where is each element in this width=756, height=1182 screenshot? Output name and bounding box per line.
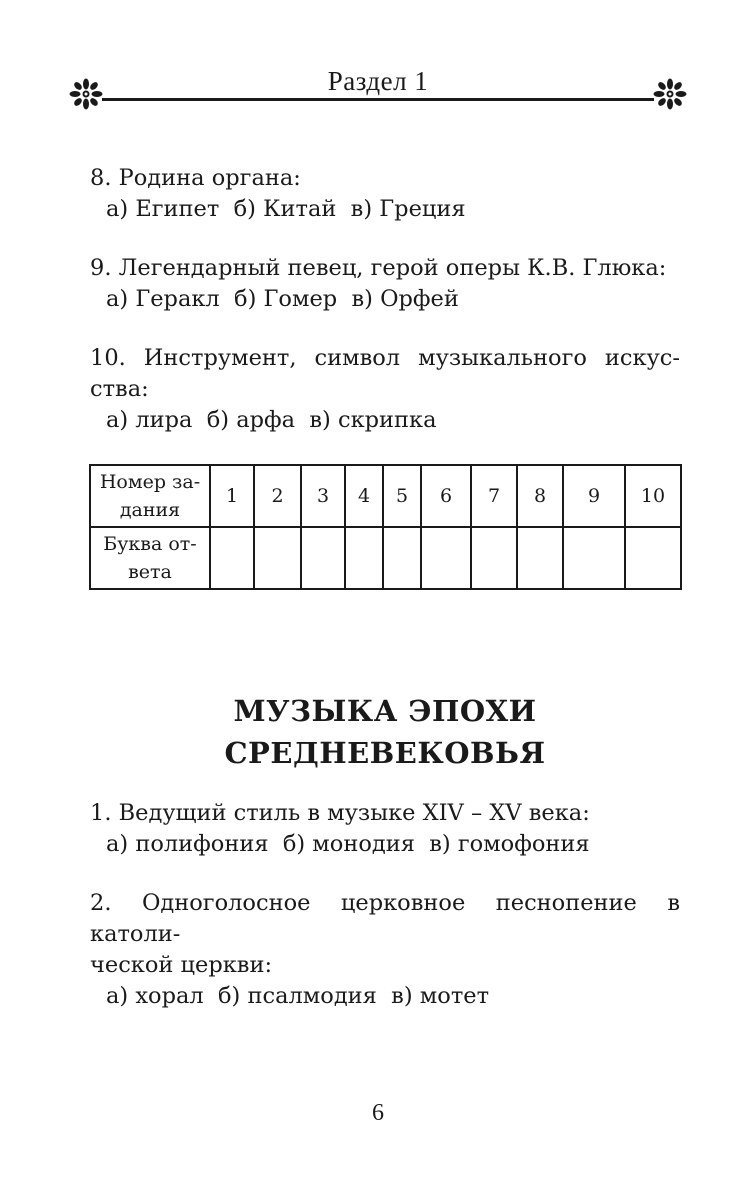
task-number-cell: 10: [625, 465, 681, 527]
question-text: 8. Родина органа:: [90, 165, 301, 191]
answer-options: а) хорал б) псалмодия в) мотет: [106, 983, 490, 1009]
question-text-continued: ческой церкви:: [90, 952, 273, 978]
answer-letter-cell[interactable]: [210, 527, 254, 589]
table-row: [90, 527, 681, 589]
question-10: [90, 343, 680, 436]
task-number-cell: 3: [301, 465, 345, 527]
question-2: [90, 888, 680, 1012]
answer-letter-cell[interactable]: [345, 527, 383, 589]
table-row: [90, 465, 681, 527]
answer-grid-table: [89, 464, 682, 590]
task-number-cell: 1: [210, 465, 254, 527]
task-number-cell: 8: [517, 465, 563, 527]
question-9: [90, 253, 680, 315]
section-title: [90, 690, 680, 774]
answer-letter-cell[interactable]: [421, 527, 471, 589]
question-text: 9. Легендарный певец, герой оперы К.В. Глюка:: [90, 255, 667, 281]
answer-letter-cell[interactable]: [625, 527, 681, 589]
task-number-cell: 2: [254, 465, 301, 527]
floral-ornament-icon: [650, 76, 690, 112]
section-header-title: Раздел 1: [327, 66, 429, 96]
answer-options: а) Египет б) Китай в) Греция: [106, 196, 466, 222]
row-header-answer-letter: Буква от- вета: [90, 527, 210, 589]
answer-letter-cell[interactable]: [517, 527, 563, 589]
header-rule: [102, 98, 654, 101]
question-text-continued: ства:: [90, 376, 149, 402]
answer-letter-cell[interactable]: [383, 527, 421, 589]
answer-options: а) лира б) арфа в) скрипка: [106, 407, 437, 433]
answer-options: а) Геракл б) Гомер в) Орфей: [106, 286, 459, 312]
task-number-cell: 6: [421, 465, 471, 527]
question-text: 1. Ведущий стиль в музыке XIV – XV века:: [90, 800, 590, 826]
row-header-task-number: Номер за- дания: [90, 465, 210, 527]
answer-options: а) полифония б) монодия в) гомофония: [106, 831, 590, 857]
answer-letter-cell[interactable]: [471, 527, 517, 589]
answer-letter-cell[interactable]: [254, 527, 301, 589]
running-header: [66, 62, 690, 106]
question-8: [90, 163, 680, 225]
section-title-line-1: МУЗЫКА ЭПОХИ: [233, 694, 537, 728]
question-text: 2. Одноголосное церковное песнопение в католи-: [90, 890, 680, 947]
answer-letter-cell[interactable]: [301, 527, 345, 589]
task-number-cell: 4: [345, 465, 383, 527]
question-text: 10. Инструмент, символ музыкального искус-: [90, 345, 680, 371]
task-number-cell: 5: [383, 465, 421, 527]
page-number: 6: [372, 1100, 384, 1126]
section-title-line-2: СРЕДНЕВЕКОВЬЯ: [224, 736, 546, 770]
question-1: [90, 798, 680, 860]
task-number-cell: 7: [471, 465, 517, 527]
task-number-cell: 9: [563, 465, 625, 527]
answer-letter-cell[interactable]: [563, 527, 625, 589]
